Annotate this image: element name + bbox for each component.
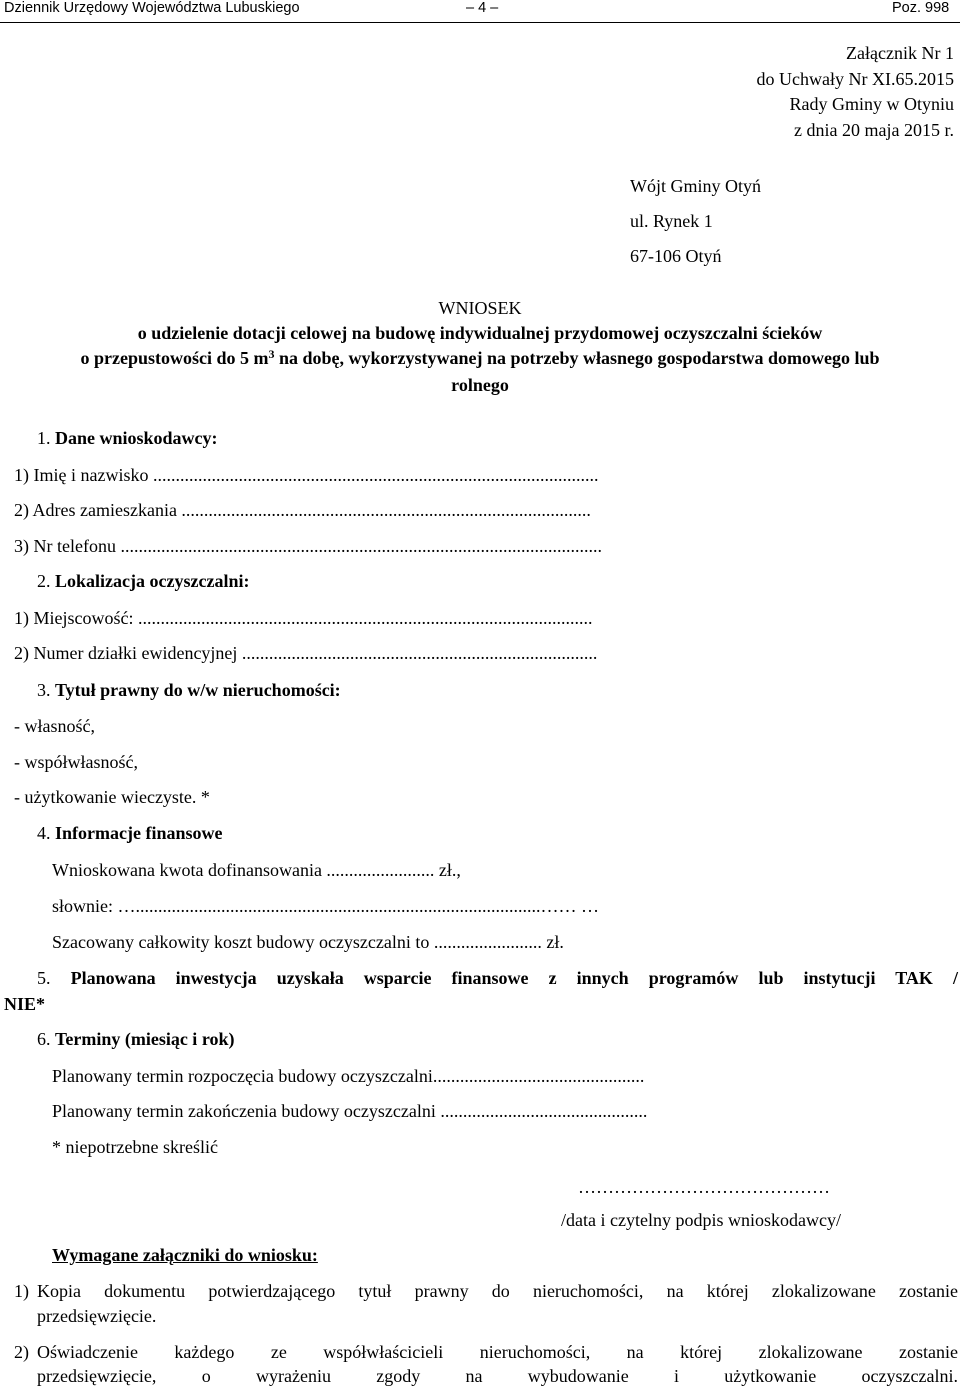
form-field-phone[interactable]: 3) Nr telefonu ........................................................................................................... xyxy=(14,536,602,556)
option-perpetual-usufruct[interactable]: - użytkowanie wieczyste. * xyxy=(14,787,210,807)
addressee-line: ul. Rynek 1 xyxy=(630,211,713,231)
section-4-heading xyxy=(37,823,222,845)
form-field-name[interactable]: 1) Imię i nazwisko ................................................................................................... xyxy=(14,465,599,485)
form-field-locality[interactable]: 1) Miejscowość: ..................................................................................................... xyxy=(14,608,593,628)
section-number: 6. xyxy=(37,1029,55,1049)
form-field-address[interactable]: 2) Adres zamieszkania ........................................................................................... xyxy=(14,500,591,520)
footnote: * niepotrzebne skreślić xyxy=(52,1137,218,1157)
journal-name: Dziennik Urzędowy Województwa Lubuskiego xyxy=(4,0,300,16)
attachment-item-2-line: Oświadczenie każdego ze współwłaścicieli nieruchomości, na której zlokalizowane zostanie xyxy=(37,1342,958,1362)
section-number: 5. xyxy=(37,968,71,988)
section-1-heading xyxy=(37,428,218,450)
form-field-end-date[interactable]: Planowany termin zakończenia budowy oczyszczalni .............................................. xyxy=(52,1101,648,1121)
attachment-item-1-line: Kopia dokumentu potwierdzającego tytuł prawny do nieruchomości, na której zlokalizowane zostanie xyxy=(37,1281,958,1301)
annex-line: z dnia 20 maja 2015 r. xyxy=(794,119,954,140)
section-text: Planowana inwestycja uzyskała wsparcie finansowe z innych programów lub instytucji TAK / xyxy=(70,968,959,988)
header-rule xyxy=(0,22,960,23)
title-text: na dobę, wykorzystywanej na potrzeby własnego gospodarstwa domowego lub xyxy=(274,348,880,368)
section-number: 2. xyxy=(37,571,55,591)
attachments-heading: Wymagane załączniki do wniosku: xyxy=(52,1245,318,1265)
superscript: 3 xyxy=(268,347,275,361)
form-field-total-cost[interactable]: Szacowany całkowity koszt budowy oczyszczalni to ........................ zł. xyxy=(52,932,564,952)
title-line: rolnego xyxy=(451,375,509,395)
section-number: 4. xyxy=(37,823,55,843)
section-title: Tytuł prawny do w/w nieruchomości: xyxy=(55,680,341,700)
annex-line: do Uchwały Nr XI.65.2015 xyxy=(756,68,954,89)
attachment-item-1-line: przedsięwzięcie. xyxy=(37,1306,157,1326)
section-5-line: NIE* xyxy=(4,994,46,1014)
document-title: WNIOSEK xyxy=(438,298,522,318)
form-field-amount-in-words[interactable]: słownie: …..........................................................................................…… … xyxy=(52,896,599,916)
section-title: Lokalizacja oczyszczalni: xyxy=(55,571,250,591)
section-6-heading xyxy=(37,1029,234,1051)
form-field-requested-amount[interactable]: Wnioskowana kwota dofinansowania ........................ zł., xyxy=(52,860,461,880)
addressee-line: 67-106 Otyń xyxy=(630,246,722,266)
signature-line[interactable]: …………………………………… xyxy=(578,1177,830,1197)
option-ownership[interactable]: - własność, xyxy=(14,716,95,736)
attachment-number: 1) xyxy=(14,1281,29,1301)
title-text: o przepustowości do 5 m xyxy=(80,348,269,368)
section-title: Dane wnioskodawcy: xyxy=(55,428,218,448)
annex-line: Rady Gminy w Otyniu xyxy=(789,94,954,114)
attachment-number: 2) xyxy=(14,1342,29,1362)
annex-line: Załącznik Nr 1 xyxy=(846,43,954,63)
addressee-line: Wójt Gminy Otyń xyxy=(630,176,761,196)
page-number: – 4 – xyxy=(466,0,499,16)
form-field-plot-number[interactable]: 2) Numer działki ewidencyjnej ............................................................................... xyxy=(14,643,598,663)
section-number: 3. xyxy=(37,680,55,700)
section-title: Terminy (miesiąc i rok) xyxy=(55,1029,235,1049)
option-co-ownership[interactable]: - współwłasność, xyxy=(14,752,138,772)
section-title: Informacje finansowe xyxy=(55,823,223,843)
position-number: Poz. 998 xyxy=(892,0,950,16)
section-3-heading xyxy=(37,680,341,702)
section-5-line xyxy=(37,968,958,990)
title-line: o udzielenie dotacji celowej na budowę indywidualnej przydomowej oczyszczalni ścieków xyxy=(137,323,823,343)
form-field-start-date[interactable]: Planowany termin rozpoczęcia budowy oczyszczalni............................................... xyxy=(52,1066,645,1086)
section-number: 1. xyxy=(37,428,55,448)
title-line xyxy=(0,348,960,370)
annex-block xyxy=(757,41,954,143)
section-2-heading xyxy=(37,571,249,593)
attachment-item-2-line: przedsięwzięcie, o wyrażeniu zgody na wybudowanie i użytkowanie oczyszczalni. xyxy=(37,1366,958,1386)
signature-label: /data i czytelny podpis wnioskodawcy/ xyxy=(561,1210,841,1230)
